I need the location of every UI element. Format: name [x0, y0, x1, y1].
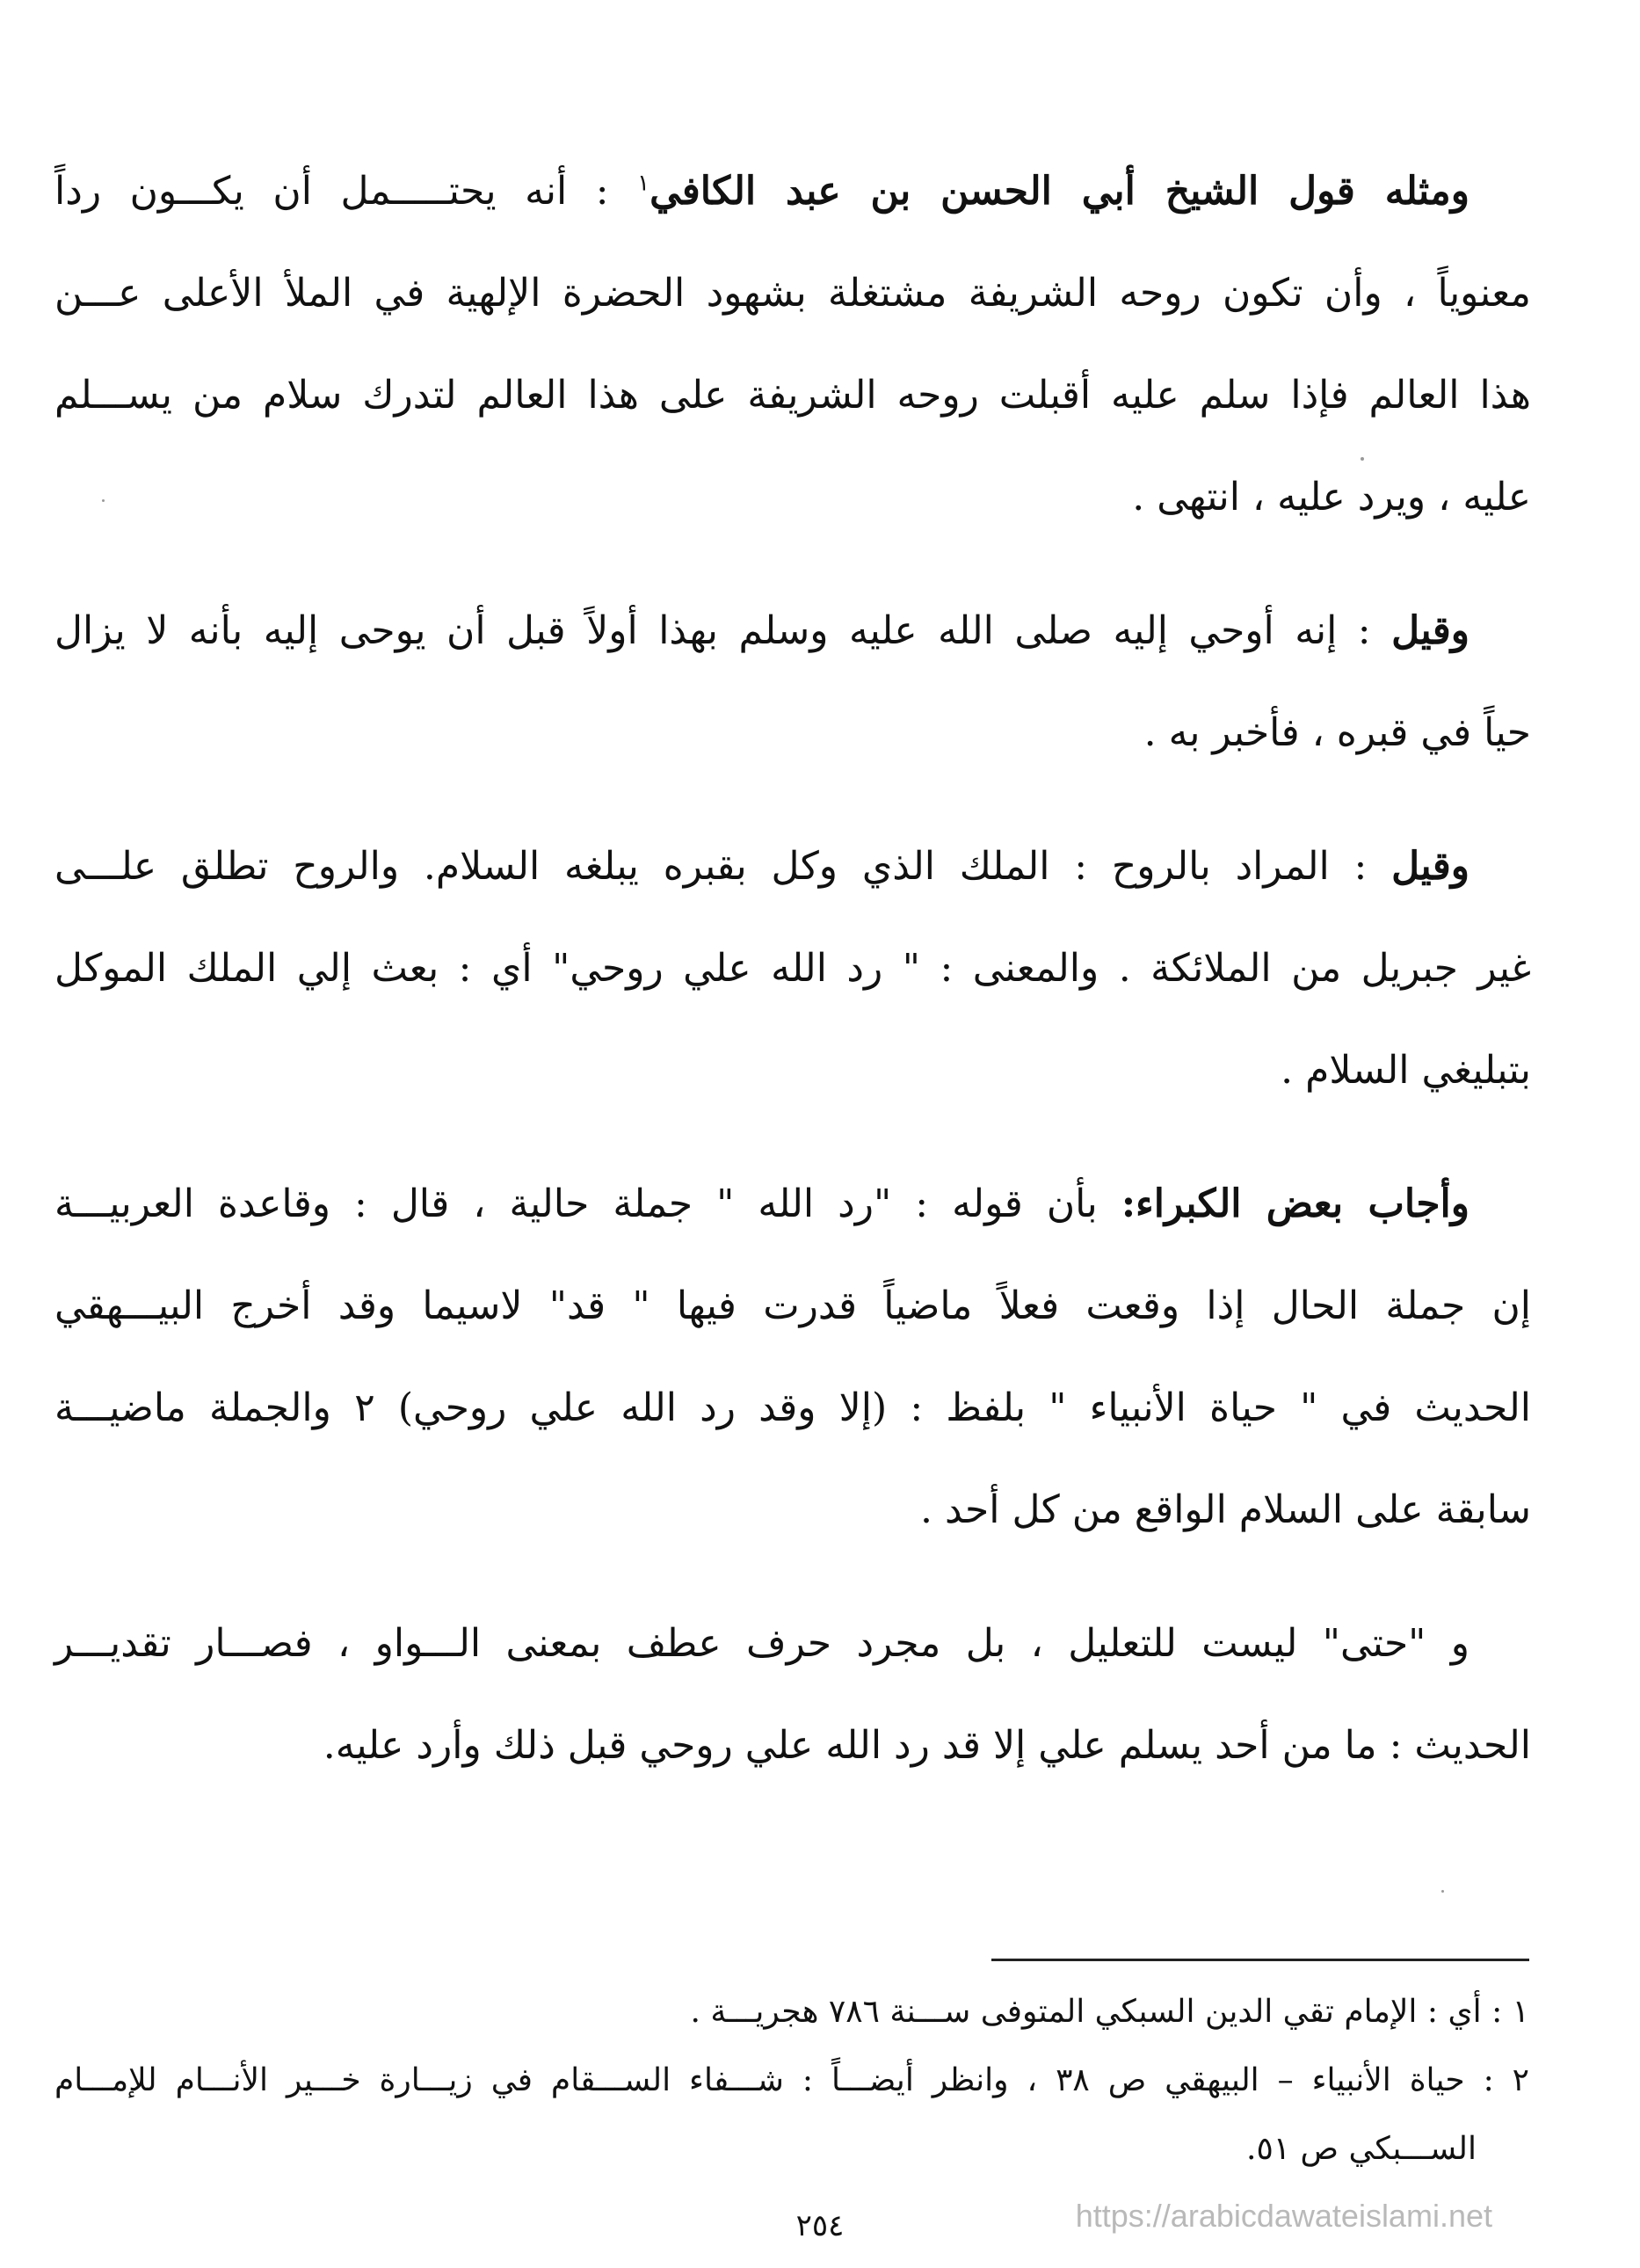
scan-speck [1441, 1890, 1444, 1893]
paragraph-5 [54, 1593, 1531, 1797]
paragraph-line: عليه ، ويرد عليه ، انتهى . [1132, 475, 1531, 520]
line-text: : أنه يحتـــــمل أن يكـــون رداً [54, 169, 609, 214]
paragraph-line: حياً في قبره ، فأخبر به . [1143, 710, 1531, 755]
footnote-1 [54, 1978, 1529, 2046]
paragraph-line [54, 1153, 1531, 1255]
watermark-url: https://arabicdawateislami.net [1075, 2198, 1492, 2234]
line-text: بأن قوله : "رد الله " جملة حالية ، قال : وقاعدة العربيـــة [54, 1181, 1098, 1226]
line-text: : المراد بالروح : الملك الذي وكل بقبره يبلغه السلام. والروح تطلق علـــى [54, 844, 1368, 889]
footnote-divider [991, 1959, 1529, 1961]
footnote-line: الســـبكي ص ٥١. [1245, 2131, 1477, 2167]
paragraph-line: إن جملة الحال إذا وقعت فعلاً ماضياً قدرت فيها " قد" لاسيما وقد أخرج البيـــهقي [54, 1283, 1531, 1328]
paragraph-line [54, 141, 1531, 243]
paragraph-line [54, 580, 1531, 682]
paragraph-4 [54, 1153, 1531, 1561]
footnote-line: ١ : أي : الإمام تقي الدين السبكي المتوفى ســـنة ٧٨٦ هجريـــة . [690, 1994, 1529, 2030]
body-text [54, 141, 1531, 1828]
scan-speck [102, 499, 105, 502]
paragraph-2 [54, 580, 1531, 784]
paragraph-line [54, 816, 1531, 918]
paragraph-lead: ومثله قول الشيخ أبي الحسن بن عبد الكافي [649, 169, 1469, 214]
paragraph-line: غير جبريل من الملائكة . والمعنى : " رد الله علي روحي" أي : بعث إلي الملك الموكل [54, 946, 1531, 991]
paragraph-line: بتبليغي السلام . [1281, 1048, 1531, 1093]
paragraph-lead: وأجاب بعض الكبراء: [1121, 1181, 1469, 1226]
paragraph-lead: وقيل [1391, 844, 1469, 889]
paragraph-1 [54, 141, 1531, 549]
paragraph-line: الحديث : ما من أحد يسلم علي إلا قد رد الله علي روحي قبل ذلك وأرد عليه. [323, 1723, 1531, 1768]
footnote-ref-1[interactable]: ١ [637, 170, 650, 197]
paragraph-line: سابقة على السلام الواقع من كل أحد . [919, 1487, 1531, 1532]
paragraph-3 [54, 816, 1531, 1122]
paragraph-line: معنوياً ، وأن تكون روحه الشريفة مشتغلة بشهود الحضرة الإلهية في الملأ الأعلى عـــن [54, 271, 1531, 316]
paragraph-line: الحديث في " حياة الأنبياء " بلفظ : (إلا وقد رد الله علي روحي) ٢ والجملة ماضيـــة [54, 1385, 1531, 1430]
paragraph-line: هذا العالم فإذا سلم عليه أقبلت روحه الشريفة على هذا العالم لتدرك سلام من يســـلم [54, 373, 1531, 418]
scan-speck [1361, 457, 1364, 461]
paragraph-line: و "حتى" ليست للتعليل ، بل مجرد حرف عطف بمعنى الـــواو ، فصـــار تقديـــر [54, 1621, 1469, 1666]
footnote-line: ٢ : حياة الأنبياء – البيهقي ص ٣٨ ، وانظر أيضـــاً : شـــفاء الســـقام في زيـــارة خـــير الأنـــام للإمـــام [54, 2062, 1530, 2098]
footnote-2 [54, 2046, 1529, 2184]
paragraph-lead: وقيل [1391, 608, 1469, 653]
footnotes [54, 1978, 1529, 2184]
line-text: : إنه أوحي إليه صلى الله عليه وسلم بهذا أولاً قبل أن يوحى إليه بأنه لا يزال [54, 608, 1371, 653]
page-number: ٢٥٤ [795, 2208, 845, 2243]
